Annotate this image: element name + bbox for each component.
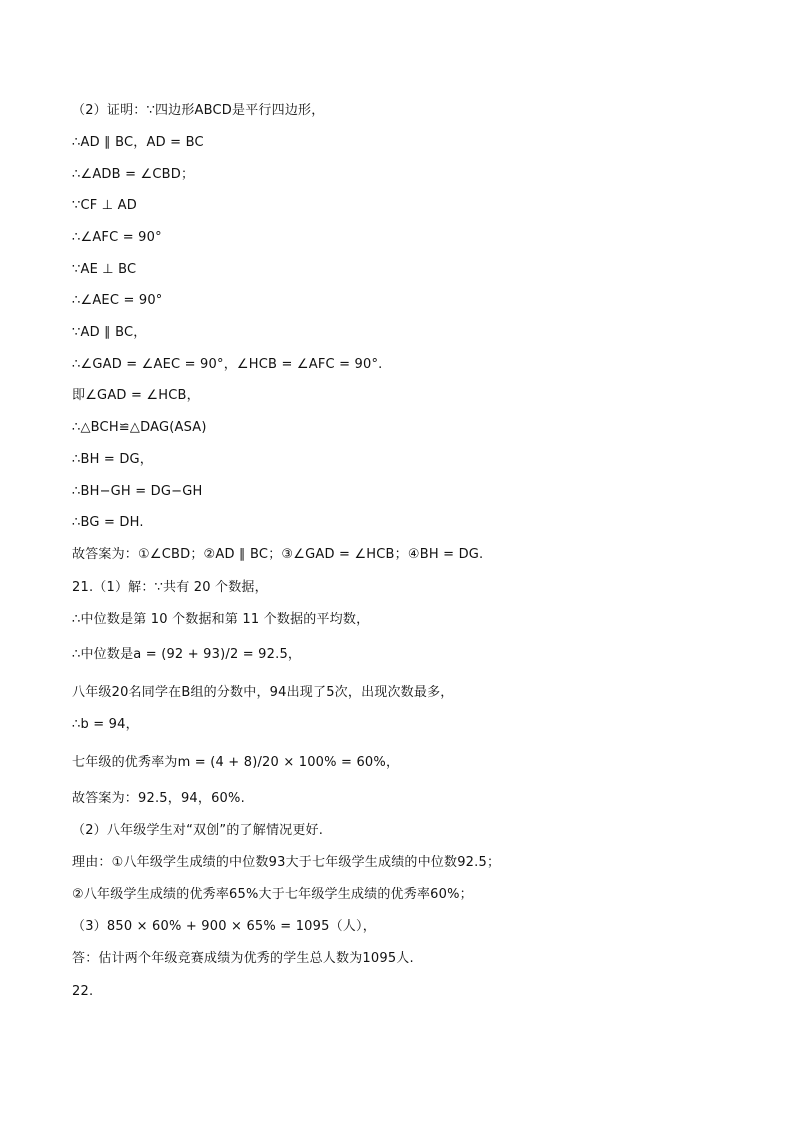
- text-line: （3）850 × 60% + 900 × 65% = 1095（人），: [72, 919, 376, 934]
- text-line: 故答案为：92.5，94，60%.: [72, 791, 245, 806]
- text-line: ∴中位数是第 10 个数据和第 11 个数据的平均数，: [72, 612, 370, 627]
- text-line: ∵AD ∥ BC，: [72, 325, 147, 340]
- text-line: ∴∠GAD = ∠AEC = 90°，∠HCB = ∠AFC = 90°.: [72, 357, 383, 372]
- text-line: 21.（1）解：∵共有 20 个数据，: [72, 580, 268, 595]
- text-line: ∴∠AFC = 90°: [72, 230, 162, 245]
- text-line: ②八年级学生成绩的优秀率65%大于七年级学生成绩的优秀率60%；: [72, 887, 473, 902]
- text-line: ∴∠AEC = 90°: [72, 293, 163, 308]
- text-line: ∵AE ⊥ BC: [72, 262, 137, 277]
- text-line: 答：估计两个年级竞赛成绩为优秀的学生总人数为1095人.: [72, 951, 414, 966]
- text-line: （2）八年级学生对“双创”的了解情况更好.: [72, 823, 324, 838]
- text-line: （2）证明：∵四边形ABCD是平行四边形，: [72, 103, 325, 118]
- text-line: ∴∠ADB = ∠CBD；: [72, 167, 195, 182]
- text-line: 八年级20名同学在B组的分数中，94出现了5次，出现次数最多，: [72, 685, 454, 700]
- text-line: 故答案为：①∠CBD；②AD ∥ BC；③∠GAD = ∠HCB；④BH = DG.: [72, 547, 484, 562]
- text-line: ∵CF ⊥ AD: [72, 198, 137, 213]
- text-line: 理由：①八年级学生成绩的中位数93大于七年级学生成绩的中位数92.5；: [72, 855, 501, 870]
- text-line: ∴b = 94，: [72, 717, 139, 732]
- text-line: 22.: [72, 984, 94, 999]
- text-line: 七年级的优秀率为m = (4 + 8)/20 × 100% = 60%，: [72, 755, 400, 770]
- text-line: ∴BH−GH = DG−GH: [72, 484, 203, 499]
- text-line: 即∠GAD = ∠HCB，: [72, 388, 200, 403]
- text-line: ∴中位数是a = (92 + 93)/2 = 92.5，: [72, 647, 302, 662]
- text-line: ∴AD ∥ BC，AD = BC: [72, 135, 204, 150]
- text-line: ∴△BCH≌△DAG(ASA): [72, 420, 207, 435]
- text-line: ∴BG = DH.: [72, 515, 144, 530]
- text-line: ∴BH = DG，: [72, 452, 154, 467]
